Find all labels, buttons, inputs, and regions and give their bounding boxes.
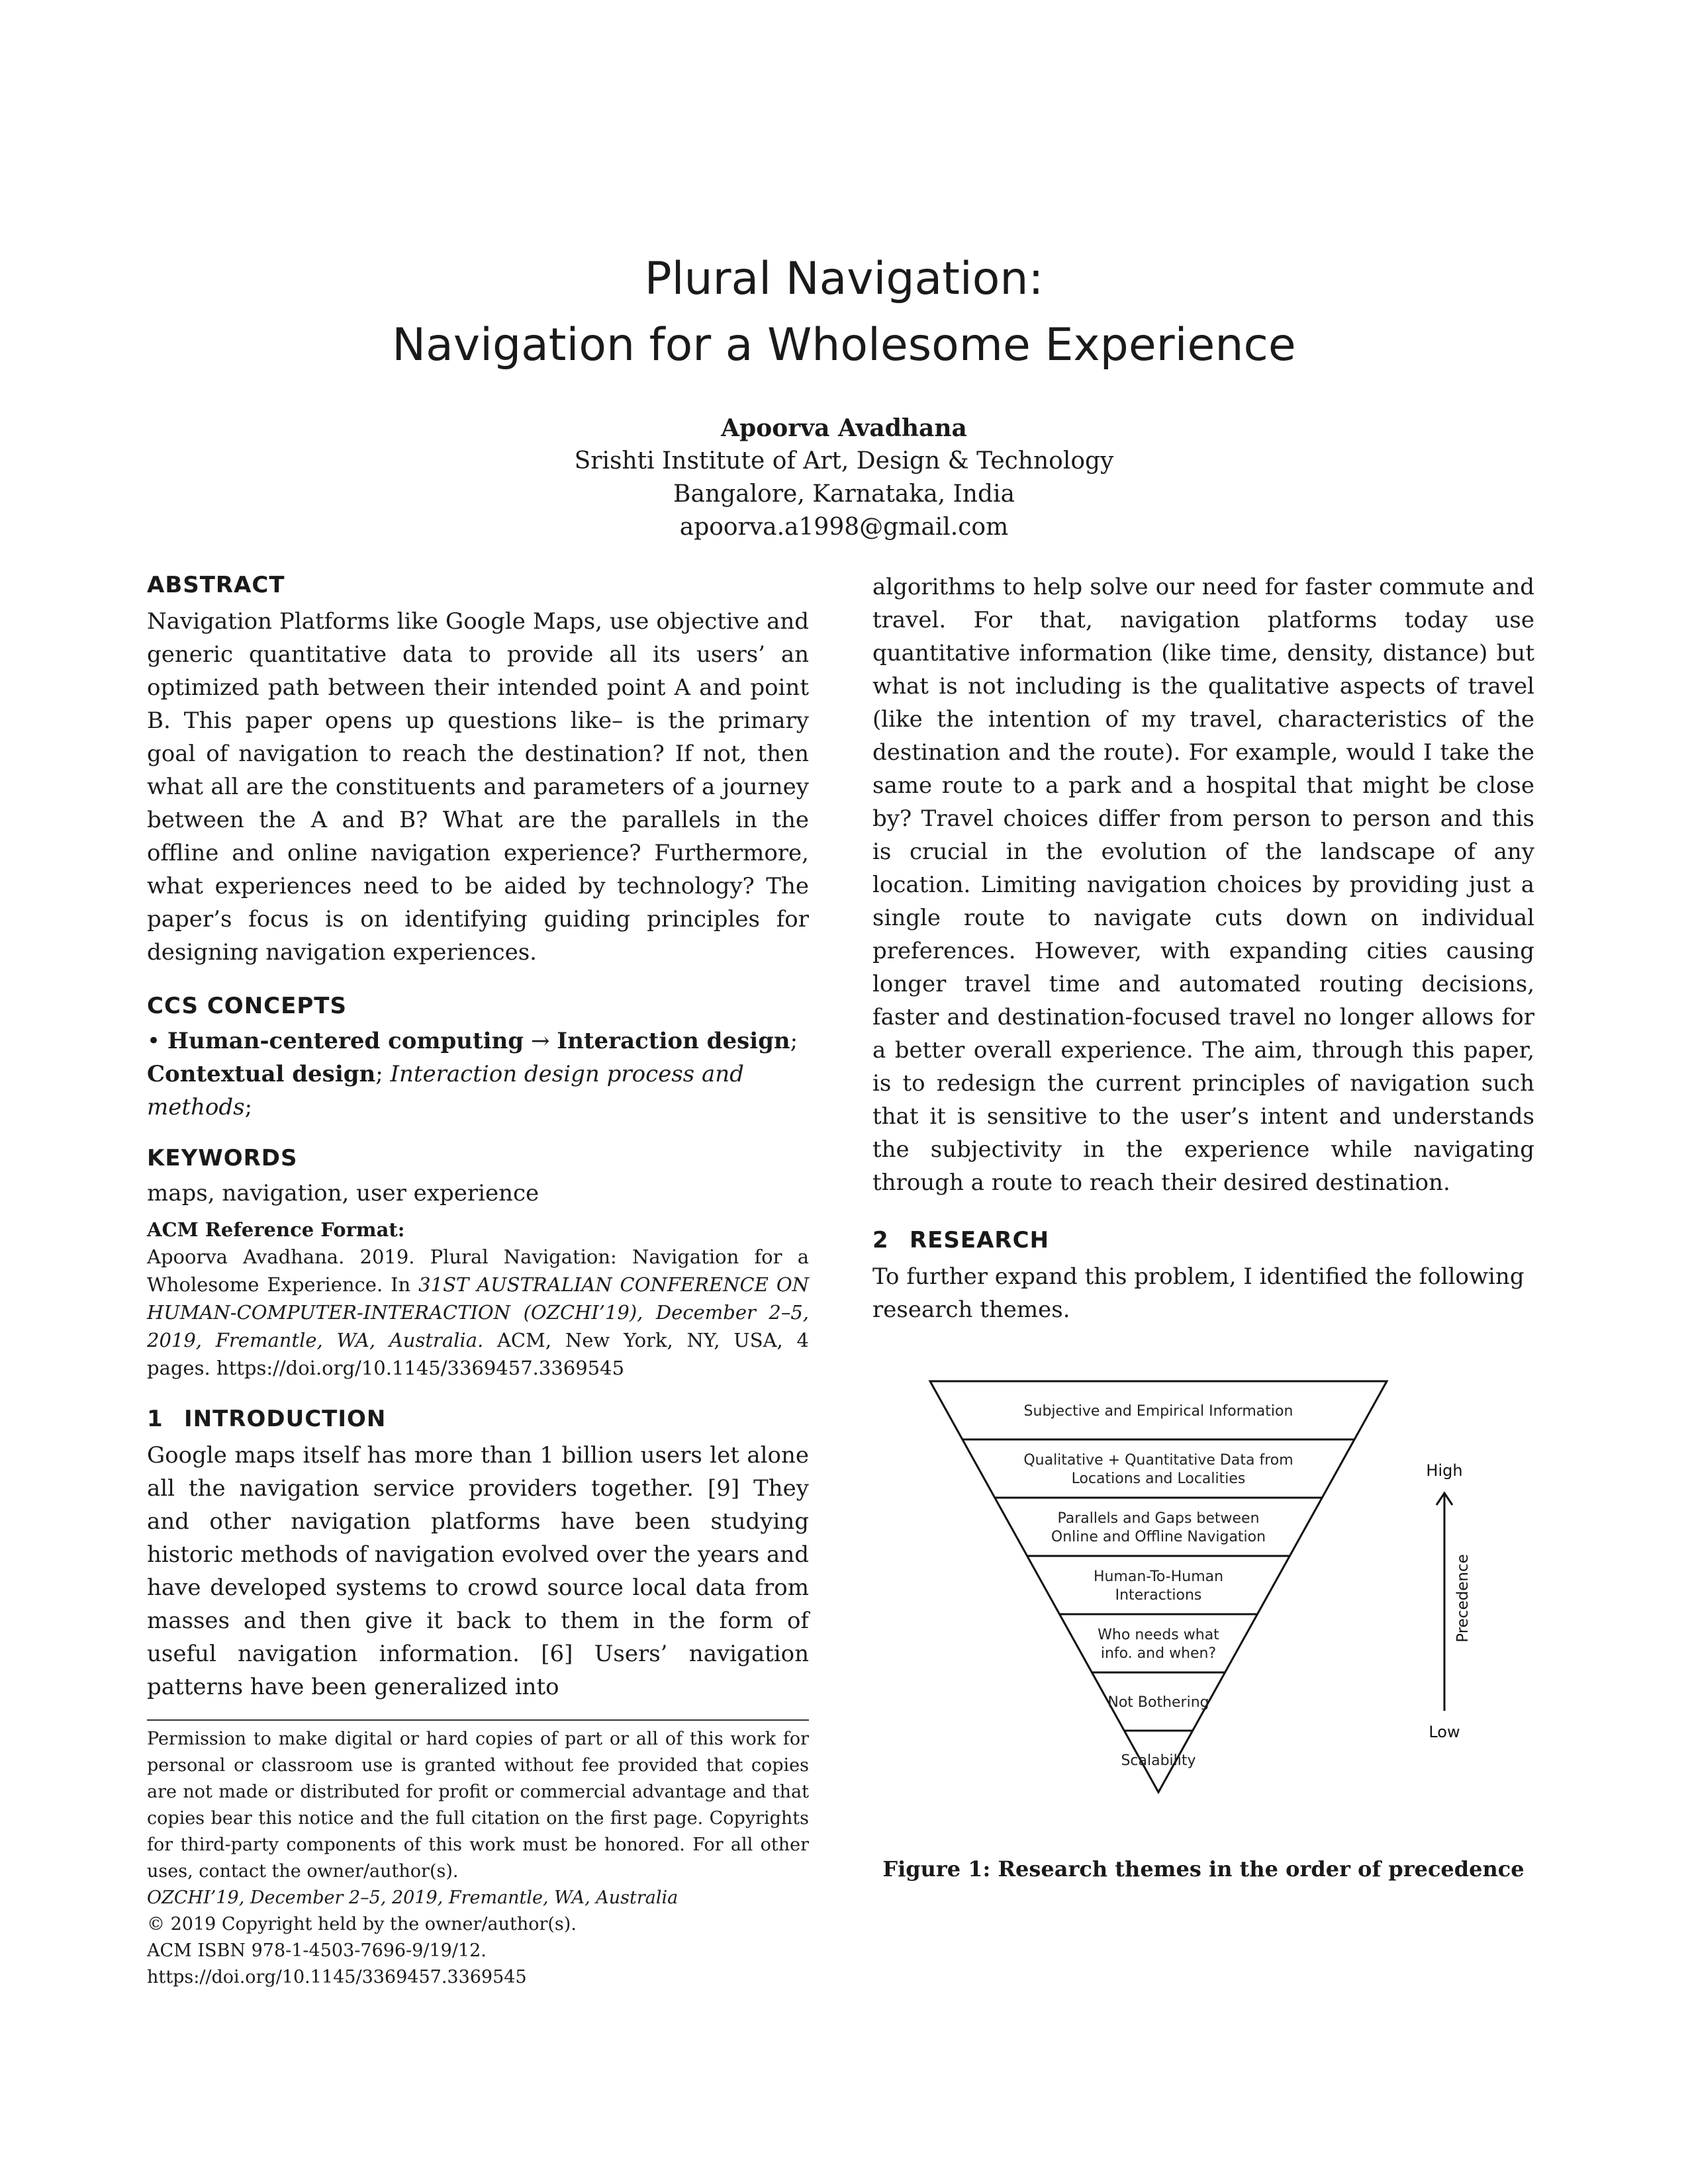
- author-location: Bangalore, Karnataka, India: [673, 480, 1015, 508]
- footnote-doi: https://doi.org/10.1145/3369457.3369545: [147, 1967, 527, 1987]
- axis-high-label: High: [1426, 1461, 1463, 1480]
- paper-title: [0, 246, 1688, 379]
- footnote-isbn: ACM ISBN 978-1-4503-7696-9/19/12.: [147, 1940, 487, 1961]
- pyramid-level-label: Online and Offline Navigation: [1051, 1529, 1266, 1545]
- reference-suffix: ACM, New York, NY, USA, 4 pages. https://doi.org/10.1145/3369457.3369545: [147, 1329, 809, 1379]
- pyramid-level-label: info. and when?: [1100, 1645, 1217, 1662]
- author-affiliation: Srishti Institute of Art, Design & Technology: [574, 447, 1114, 475]
- ccs-heading: CCS CONCEPTS: [147, 993, 347, 1019]
- left-column: [147, 570, 809, 1991]
- ccs-sep-1: ;: [790, 1028, 798, 1054]
- abstract-text: Navigation Platforms like Google Maps, use objective and generic quantitative data to provide all its users’ an optimized path between their intended point A and point B. This paper opens up questions like– is the primary goal of navigation to reach the destination? If not, then what all are the constituents and parameters of a journey between the A and B? What are the parallels in the offline and online navigation experience? Furthermore, what experiences need to be aided by technology? The paper’s focus is on identifying guiding principles for designing navigation experiences.: [147, 608, 809, 966]
- ccs-sep-2: ;: [375, 1061, 383, 1087]
- introduction-number: 1: [147, 1406, 164, 1432]
- pyramid-level-label: Parallels and Gaps between: [1057, 1510, 1260, 1527]
- permission-notice: Permission to make digital or hard copies of part or all of this work for personal or classroom use is granted without fee provided that copies are not made or distributed for profit or commercial advantage and that copies bear this notice and the full citation on the first page. Copyrights for third-party components of this work must be honored. For all other uses, contact the owner/author(s).: [147, 1729, 809, 1882]
- ccs-part-3: Contextual design: [147, 1061, 376, 1087]
- footnote-block: [147, 1726, 809, 1991]
- pyramid-level-label: Who needs what: [1098, 1627, 1219, 1643]
- pyramid-level-label: Interactions: [1115, 1587, 1202, 1604]
- pyramid-level-label: Subjective and Empirical Information: [1023, 1403, 1293, 1420]
- introduction-heading: [147, 1404, 809, 1433]
- ccs-concepts: [147, 1024, 809, 1124]
- ccs-arrow: →: [530, 1028, 550, 1054]
- footnote-venue: OZCHI’19, December 2–5, 2019, Fremantle, WA, Australia: [147, 1888, 679, 1908]
- author-block: [0, 412, 1688, 544]
- ccs-bullet: •: [147, 1028, 161, 1054]
- axis-precedence-label: Precedence: [1454, 1554, 1472, 1643]
- pyramid-level-label: Locations and Localities: [1071, 1471, 1246, 1487]
- pyramid-level-label: Scalability: [1121, 1752, 1196, 1769]
- ccs-sep-3: ;: [244, 1094, 253, 1120]
- author-name: Apoorva Avadhana: [721, 414, 967, 442]
- reference-prefix: Apoorva Avadhana. 2019. Plural Navigation: Navigation for a Wholesome Experience. In: [147, 1246, 809, 1296]
- footnote-copyright: © 2019 Copyright held by the owner/author(s).: [147, 1914, 577, 1934]
- research-title: RESEARCH: [910, 1227, 1050, 1253]
- right-column: [872, 570, 1534, 1326]
- introduction-text: Google maps itself has more than 1 billion users let alone all the navigation service providers together. [9] They and other navigation platforms have been studying historic methods of navigation evolved over the years and have developed systems to crowd source local data from masses and then give it back to them in the form of useful navigation information. [6] Users’ navigation patterns have been generalized into: [147, 1442, 809, 1700]
- figure-caption: Figure 1: Research themes in the order of precedence: [882, 1856, 1524, 1882]
- abstract-heading: ABSTRACT: [147, 572, 285, 598]
- author-email: apoorva.a1998@gmail.com: [679, 514, 1009, 541]
- footnote-divider: [147, 1719, 809, 1721]
- keywords-heading: KEYWORDS: [147, 1145, 298, 1171]
- keywords-text: maps, navigation, user experience: [147, 1180, 539, 1206]
- introduction-continued: algorithms to help solve our need for faster commute and travel. For that, navigation platforms today use quantitative information (like time, density, distance) but what is not including is the qualitative aspects of travel (like the intention of my travel, characteristics of the destination and the route). For example, would I take the same route to a park and a hospital that might be close by? Travel choices differ from person to person and this is crucial in the evolution of the landscape of any location. Limiting navigation choices by providing just a single route to navigate cuts down on individual preferences. However, with expanding cities causing longer travel time and automated routing decisions, faster and destination-focused travel no longer allows for a better overall experience. The aim, through this paper, is to redesign the current principles of navigation such that it is sensitive to the user’s intent and understands the subjectivity in the experience while navigating through a route to reach their desired destination.: [872, 574, 1534, 1196]
- figure-1: [927, 1377, 1523, 1807]
- pyramid-level-label: Not Bothering: [1107, 1694, 1209, 1711]
- title-line-1: Plural Navigation:: [644, 253, 1044, 305]
- axis-low-label: Low: [1429, 1723, 1460, 1741]
- research-text: To further expand this problem, I identified the following research themes.: [872, 1263, 1524, 1323]
- reference-venue: 31ST AUSTRALIAN CONFERENCE ON HUMAN-COMPUTER-INTERACTION (OZCHI’19), December 2–5, 2019, Fremantle, WA, Australia.: [147, 1273, 809, 1351]
- pyramid-level-label: Human-To-Human: [1093, 1569, 1224, 1585]
- inverted-pyramid: [930, 1381, 1387, 1792]
- ccs-part-4: Interaction design process and methods: [147, 1061, 744, 1120]
- ccs-part-2: Interaction design: [557, 1028, 790, 1054]
- precedence-axis: [1426, 1461, 1472, 1741]
- introduction-title: INTRODUCTION: [184, 1406, 387, 1432]
- research-heading: [872, 1226, 1534, 1255]
- reference-format-heading: ACM Reference Format:: [147, 1218, 405, 1241]
- ccs-part-1: Human-centered computing: [167, 1028, 524, 1054]
- research-number: 2: [872, 1227, 889, 1253]
- precedence-diagram: [927, 1377, 1523, 1807]
- title-line-2: Navigation for a Wholesome Experience: [392, 319, 1296, 371]
- pyramid-level-label: Qualitative + Quantitative Data from: [1023, 1452, 1293, 1469]
- reference-format-text: [147, 1243, 809, 1382]
